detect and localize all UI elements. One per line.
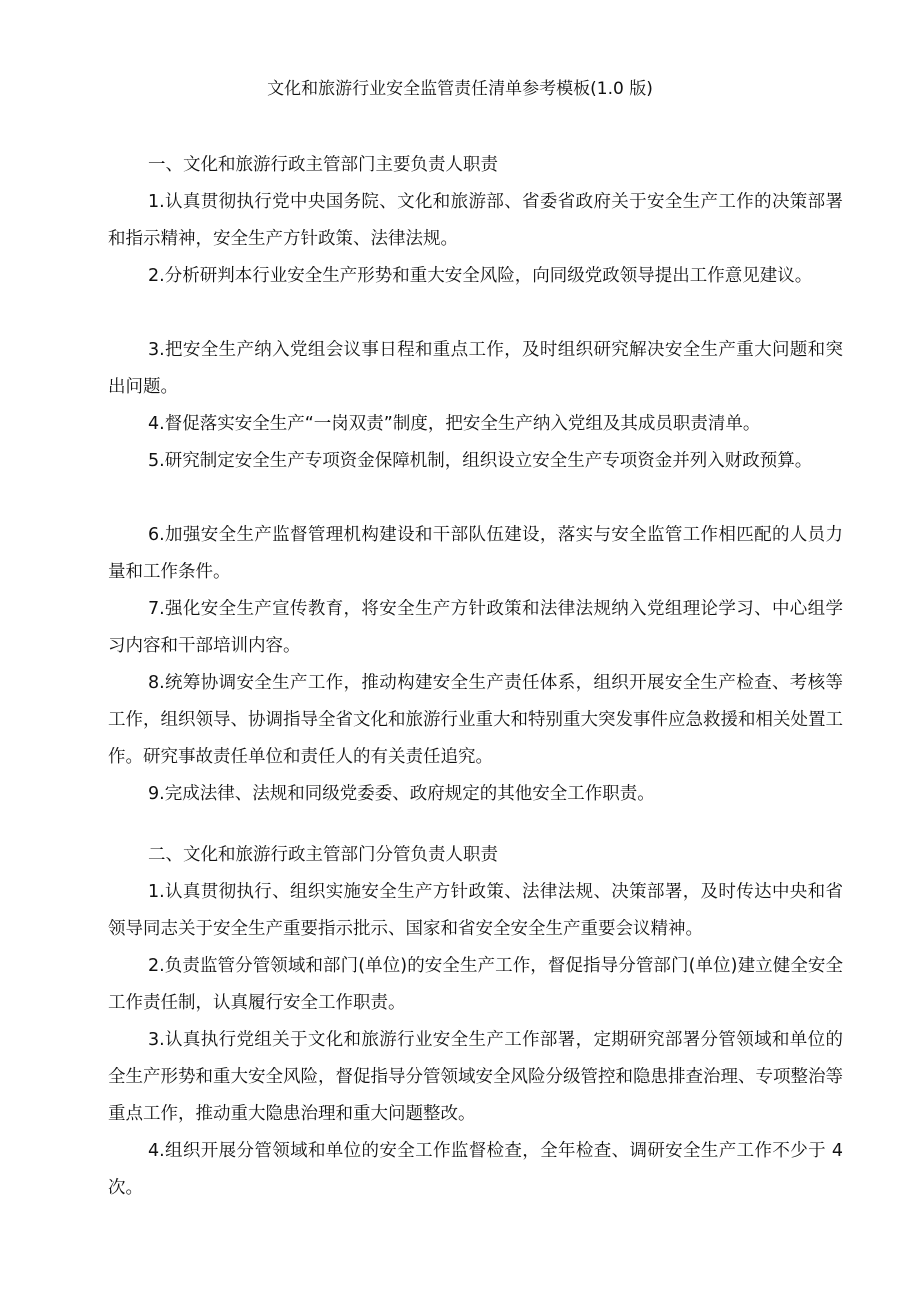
section-1-item-1: 1.认真贯彻执行党中央国务院、文化和旅游部、省委省政府关于安全生产工作的决策部署和指示精神，安全生产方针政策、法律法规。	[108, 192, 843, 249]
section-2-item-4: 4.组织开展分管领域和单位的安全工作监督检查，全年检查、调研安全生产工作不少于 4 次。	[108, 1141, 843, 1198]
document-title: 文化和旅游行业安全监管责任清单参考模板(1.0 版)	[267, 79, 653, 99]
section-1-item-3: 3.把安全生产纳入党组会议事日程和重点工作，及时组织研究解决安全生产重大问题和突出问题。	[108, 340, 843, 397]
section-2-item-2: 2.负责监管分管领域和部门(单位)的安全生产工作，督促指导分管部门(单位)建立健全安全工作责任制，认真履行安全工作职责。	[108, 956, 843, 1013]
section-1-item-6: 6.加强安全生产监督管理机构建设和干部队伍建设，落实与安全监管工作相匹配的人员力量和工作条件。	[108, 525, 843, 582]
section-1-item-2: 2.分析研判本行业安全生产形势和重大安全风险，向同级党政领导提出工作意见建议。	[148, 266, 813, 286]
section-2-item-1: 1.认真贯彻执行、组织实施安全生产方针政策、法律法规、决策部署，及时传达中央和省领导同志关于安全生产重要指示批示、国家和省安全安全生产重要会议精神。	[108, 882, 843, 939]
section-1-item-9: 9.完成法律、法规和同级党委委、政府规定的其他安全工作职责。	[148, 784, 655, 804]
section-1-heading: 一、文化和旅游行政主管部门主要负责人职责	[148, 155, 498, 175]
section-2-item-3: 3.认真执行党组关于文化和旅游行业安全生产工作部署，定期研究部署分管领域和单位的全生产形势和重大安全风险，督促指导分管领域安全风险分级管控和隐患排查治理、专项整治等重点工作，推动重大隐患治理和重大问题整改。	[108, 1030, 843, 1124]
section-1-item-7: 7.强化安全生产宣传教育，将安全生产方针政策和法律法规纳入党组理论学习、中心组学习内容和干部培训内容。	[108, 599, 843, 656]
section-1-item-5: 5.研究制定安全生产专项资金保障机制，组织设立安全生产专项资金并列入财政预算。	[148, 451, 813, 471]
section-1-item-8: 8.统筹协调安全生产工作，推动构建安全生产责任体系，组织开展安全生产检查、考核等工作，组织领导、协调指导全省文化和旅游行业重大和特别重大突发事件应急救援和相关处置工作。研究事故责任单位和责任人的有关责任追究。	[108, 673, 843, 767]
section-1-item-4: 4.督促落实安全生产“一岗双责”制度，把安全生产纳入党组及其成员职责清单。	[148, 414, 761, 434]
section-2-heading: 二、文化和旅游行政主管部门分管负责人职责	[148, 845, 498, 865]
